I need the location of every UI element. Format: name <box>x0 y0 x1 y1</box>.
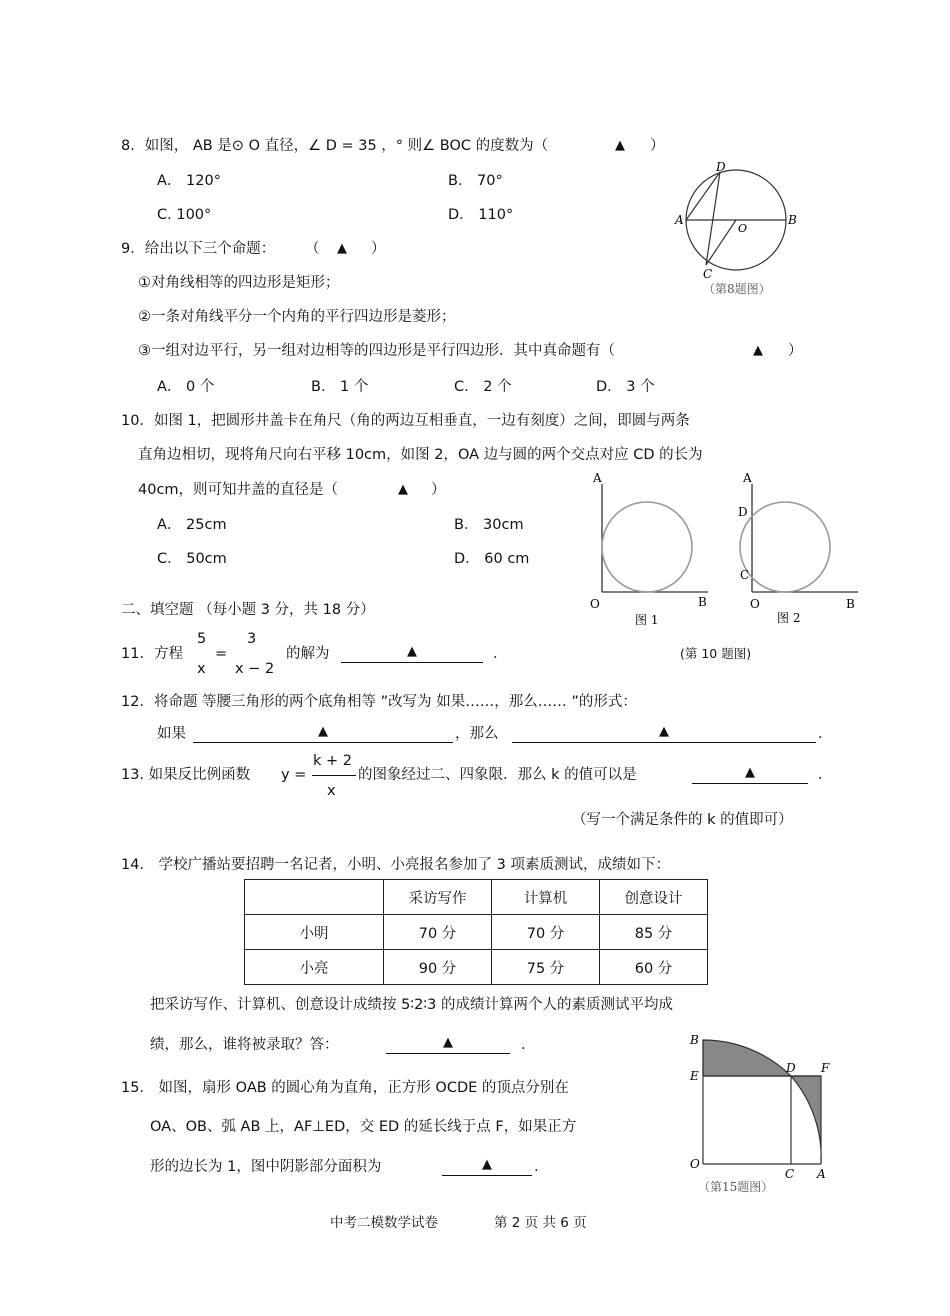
q10-fig2-label-b: B <box>846 597 855 611</box>
footer-exam-title: 中考二模数学试卷 <box>330 1215 438 1231</box>
q15-end: . <box>534 1159 539 1175</box>
q8-label-b: B <box>788 213 797 227</box>
table-cell: 小明 <box>245 915 384 950</box>
q10-fig1-label-o: O <box>590 597 600 611</box>
q13-fraction-bar <box>312 775 356 776</box>
q9-option-d: D． 3 个 <box>596 379 655 395</box>
q11-equals: = <box>215 646 228 662</box>
q11-answer-blank[interactable]: ▲ <box>341 644 483 663</box>
q15-line-3: 形的边长为 1，图中阴影部分面积为 <box>150 1159 382 1175</box>
q15-label-b: B <box>690 1033 699 1047</box>
q11-prefix: 11．方程 <box>121 646 183 662</box>
q9-option-c: C． 2 个 <box>454 379 512 395</box>
q13-end: ． <box>818 767 833 783</box>
table-header-cell: 计算机 <box>492 880 600 915</box>
q12-if-label: 如果 <box>157 726 186 742</box>
q13-note: （写一个满足条件的 k 的值即可） <box>572 812 793 828</box>
q10-option-a: A． 25cm <box>157 517 227 533</box>
q10-answer-mark: ▲ <box>398 482 408 497</box>
q9-answer-mark: ▲ <box>337 241 347 256</box>
q10-fig1-caption: 图 1 <box>635 613 659 627</box>
q8-label-c: C <box>703 267 713 281</box>
q14-answer-blank[interactable]: ▲ <box>386 1035 510 1054</box>
q8-option-b: B． 70° <box>448 173 503 189</box>
q13-answer-blank[interactable]: ▲ <box>692 765 808 784</box>
table-header-cell <box>245 880 384 915</box>
q12-then-label: ，那么 <box>455 726 499 742</box>
q8-label-d: D <box>716 160 726 174</box>
q12-if-blank[interactable]: ▲ <box>193 724 453 743</box>
q8-stem: 8．如图， AB 是⊙ O 直径，∠ D = 35 ，° 则∠ BOC 的度数为（ <box>121 138 549 154</box>
table-cell: 75 分 <box>492 950 600 985</box>
q8-close: ） <box>650 138 665 154</box>
footer-page-number: 第 2 页 共 6 页 <box>494 1215 587 1231</box>
q15-label-d: D <box>786 1061 796 1075</box>
q8-option-c: C. 100° <box>157 207 212 223</box>
q15-line-2: OA、OB、弧 AB 上，AF⊥ED，交 ED 的延长线于点 F，如果正方 <box>150 1119 577 1135</box>
q10-option-c: C． 50cm <box>157 551 227 567</box>
q9-option-b: B． 1 个 <box>311 379 369 395</box>
q10-fig2-label-o: O <box>750 597 760 611</box>
table-cell: 90 分 <box>384 950 492 985</box>
q9-option-a: A． 0 个 <box>157 379 215 395</box>
q10-fig2-label-d: D <box>738 505 748 519</box>
section-2-title: 二、填空题 （每小题 3 分，共 18 分） <box>121 602 375 618</box>
table-cell: 85 分 <box>600 915 708 950</box>
q8-label-o: O <box>738 222 748 235</box>
q8-label-a: A <box>675 213 684 227</box>
q10-fig1-label-a: A <box>593 471 602 485</box>
q14-end: ． <box>521 1037 536 1053</box>
q8-figure-circle <box>670 158 810 303</box>
q14-line-3: 绩，那么，谁将被录取？答： <box>150 1037 339 1053</box>
q9-item-3: ③一组对边平行，另一组对边相等的四边形是平行四边形．其中真命题有（ <box>138 343 615 359</box>
q9-item3-close: ） <box>788 343 803 359</box>
q8-answer-mark: ▲ <box>615 138 625 153</box>
q13-suffix: 的图象经过二、四象限．那么 k 的值可以是 <box>358 767 637 783</box>
table-row <box>245 950 708 985</box>
q10-option-b: B． 30cm <box>454 517 524 533</box>
q15-caption: （第15题图） <box>698 1180 774 1194</box>
q9-paren-close: ） <box>371 241 386 257</box>
q10-line-2: 直角边相切，现将角尺向右平移 10cm，如图 2，OA 边与圆的两个交点对应 CD 的长为 <box>138 447 703 463</box>
q10-fig2-label-c: C <box>740 568 750 582</box>
q15-label-f: F <box>821 1061 830 1075</box>
q15-label-a: A <box>817 1167 826 1181</box>
q8-option-a: A． 120° <box>157 173 221 189</box>
q11-lhs-numerator: 5 <box>197 631 207 647</box>
q15-answer-blank[interactable]: ▲ <box>442 1157 532 1176</box>
q13-denominator: x <box>327 783 336 799</box>
q11-lhs-denominator: x <box>197 661 206 677</box>
q10-figure-2 <box>735 468 865 630</box>
q9-item3-mark: ▲ <box>753 343 763 358</box>
q10-fig2-caption: 图 2 <box>777 611 801 625</box>
q11-rhs-denominator: x − 2 <box>235 661 275 677</box>
q15-label-o: O <box>690 1157 700 1171</box>
table-cell: 小亮 <box>245 950 384 985</box>
q13-prefix: 13. 如果反比例函数 <box>121 767 251 783</box>
q11-rhs-numerator: 3 <box>247 631 257 647</box>
q10-fig2-label-a: A <box>743 471 752 485</box>
q9-stem: 9．给出以下三个命题： <box>121 241 276 257</box>
q13-y-equals: y = <box>281 767 307 783</box>
q10-fig1-label-b: B <box>698 595 707 609</box>
q10-line-1: 10．如图 1，把圆形井盖卡在角尺（角的两边互相垂直，一边有刻度）之间，即圆与两条 <box>121 413 690 429</box>
q15-figure-sector <box>680 1028 830 1198</box>
table-row <box>245 915 708 950</box>
q12-end: ． <box>818 726 833 742</box>
table-cell: 70 分 <box>384 915 492 950</box>
q8-option-d: D． 110° <box>448 207 514 223</box>
q9-paren-open: （ <box>305 241 320 257</box>
q15-line-1: 15． 如图，扇形 OAB 的圆心角为直角，正方形 OCDE 的顶点分别在 <box>121 1080 569 1096</box>
q14-score-table <box>244 879 708 985</box>
q12-then-blank[interactable]: ▲ <box>512 724 816 743</box>
table-header-row <box>245 880 708 915</box>
table-cell: 70 分 <box>492 915 600 950</box>
table-cell: 60 分 <box>600 950 708 985</box>
q11-suffix: 的解为 <box>286 646 330 662</box>
q10-option-d: D． 60 cm <box>454 551 530 567</box>
q10-figure-1 <box>585 468 720 630</box>
q12-stem: 12．将命题 等腰三角形的两个底角相等 ”改写为 如果……，那么…… ”的形式： <box>121 694 637 710</box>
q15-label-e: E <box>690 1069 699 1083</box>
q11-end: ． <box>493 646 508 662</box>
q13-numerator: k + 2 <box>313 753 352 769</box>
q14-stem: 14． 学校广播站要招聘一名记者，小明、小亮报名参加了 3 项素质测试，成绩如下： <box>121 857 671 873</box>
q15-label-c: C <box>785 1167 795 1181</box>
table-header-cell: 创意设计 <box>600 880 708 915</box>
q10-caption: (第 10 题图) <box>680 646 752 661</box>
q9-item-2: ②一条对角线平分一个内角的平行四边形是菱形； <box>138 309 456 325</box>
table-header-cell: 采访写作 <box>384 880 492 915</box>
q10-line-3: 40cm，则可知井盖的直径是（ <box>138 482 339 498</box>
q9-item-1: ①对角线相等的四边形是矩形； <box>138 275 340 291</box>
q10-close: ） <box>431 482 446 498</box>
q14-line-2: 把采访写作、计算机、创意设计成绩按 5∶2∶3 的成绩计算两个人的素质测试平均成 <box>150 997 673 1013</box>
q8-caption: （第8题图） <box>703 282 771 296</box>
